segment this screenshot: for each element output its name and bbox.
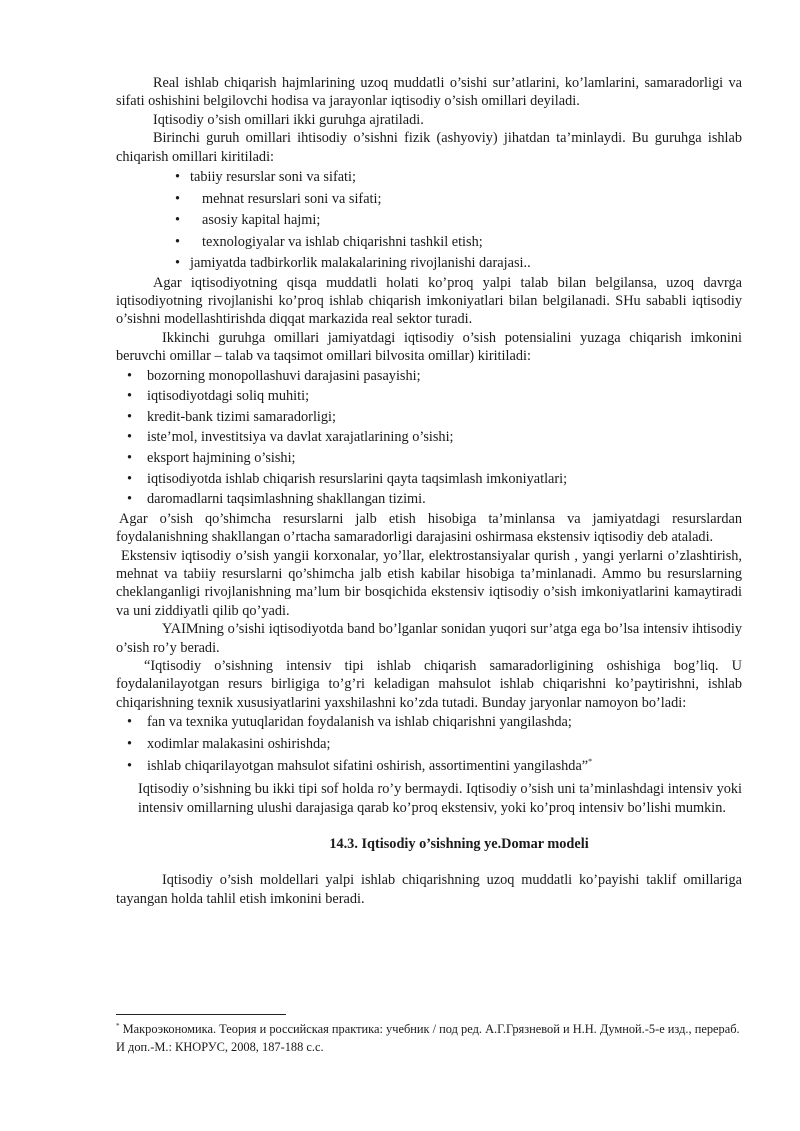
bullet-icon: • [127, 429, 133, 446]
bullet-icon: • [175, 169, 181, 186]
list-item: • fan va texnika yutuqlaridan foydalanish va ishlab chiqarishni yangilashda; [116, 712, 742, 734]
list-item: • ishlab chiqarilayotgan mahsulot sifatini oshirish, assortimentini yangilashda”* [116, 756, 742, 778]
list-item: • texnologiyalar va ishlab chiqarishni tashkil etish; [116, 232, 742, 253]
bullet-icon: • [127, 714, 133, 731]
list-item: • asosiy kapital hajmi; [116, 210, 742, 231]
bullet-icon: • [175, 190, 181, 207]
paragraph: Birinchi guruh omillari ihtisodiy o’sishni fizik (ashyoviy) jihatdan ta’minlaydi. Bu guruhga ishlab chiqarish omillari kiritiladi: [116, 130, 742, 165]
paragraph: Agar iqtisodiyotning qisqa muddatli holati ko’proq yalpi talab bilan belgilansa, uzoq davrga iqtisodiyotning rivojlanishi ko’proq ishlab chiqarish imkoniyatlari bilan belgilanadi. SHu sababli iqtisodiy o’sishni modellashtirishda diqqat markazida real sektor turadi. [116, 274, 742, 328]
paragraph: Ekstensiv iqtisodiy o’sish yangii korxonalar, yo’llar, elektrostansiyalar qurish , yangi yerlarni o’zlashtirish, mehnat va tabiiy resurslarni qo’shimcha jalb etish kabilar hisobiga ta’minlanadi. Ammo bu resurslarning cheklanganligi rivojlanishning ma’lum bir bosqichida ekstensiv iqtisodiy o’sish imkoniyatlarini kamaytiradi va uni ziddiyatli qilib qo’yadi. [116, 547, 742, 619]
list-item: • xodimlar malakasini oshirishda; [116, 734, 742, 756]
paragraph: Iqtisodiy o’sish moldellari yalpi ishlab chiqarishning uzoq muddatli ko’payishi taklif omillariga tayangan holda tahlil etish imkonini beradi. [116, 872, 742, 907]
list-item: • tabiiy resurslar soni va sifati; [116, 167, 742, 188]
footnote-text: Макроэкономика. Теория и российская практика: учебник / под ред. А.Г.Грязневой и Н.Н. Думной.-5-е изд., перераб. И доп.-М.: КНОРУС, 2008, 187-188 с.с. [116, 1022, 740, 1054]
footnote-divider [116, 1014, 286, 1015]
bullet-icon: • [127, 408, 133, 425]
bullet-icon: • [127, 735, 133, 752]
bullet-icon: • [175, 212, 181, 229]
paragraph: Iqtisodiy o’sishning bu ikki tipi sof holda ro’y bermaydi. Iqtisodiy o’sish uni ta’minlashdagi intensiv yoki intensiv omillarning ulushi darajasiga qarab ko’proq ekstensiv, yoki ko’proq intensiv bo’lishi mumkin. [138, 781, 743, 816]
paragraph: YAIMning o’sishi iqtisodiyotda band bo’lganlar sonidan yuqori sur’atga ega bo’lsa intensiv ihtisodiy o’sish ro’y beradi. [116, 621, 742, 656]
list-item: • bozorning monopollashuvi darajasini pasayishi; [116, 366, 742, 387]
bullet-icon: • [127, 470, 133, 487]
list-item: • eksport hajmining o’sishi; [116, 448, 742, 469]
bullet-icon: • [127, 449, 133, 466]
bullet-icon: • [127, 388, 133, 405]
bullet-icon: • [127, 757, 133, 774]
paragraph: Ikkinchi guruhga omillari jamiyatdagi iqtisodiy o’sish potensialini yuzaga chiqarish imkonini beruvchi omillar – talab va taqsimot omillari bilvosita omillar) kiritiladi: [116, 329, 742, 365]
list-item: • mehnat resurslari soni va sifati; [116, 189, 742, 210]
bullet-icon: • [127, 491, 133, 508]
list-item: • iqtisodiyotdagi soliq muhiti; [116, 386, 742, 407]
paragraph: Iqtisodiy o’sish omillari ikki guruhga ajratiladi. [153, 111, 424, 128]
footnote [116, 1020, 742, 1056]
factor-list-physical [116, 167, 742, 274]
list-item: • kredit-bank tizimi samaradorligi; [116, 407, 742, 428]
list-item: • iste’mol, investitsiya va davlat xarajatlarining o’sishi; [116, 427, 742, 448]
paragraph: Agar o’sish qo’shimcha resurslarni jalb etish hisobiga ta’minlansa va jamiyatdagi resurslardan foydalanishning shakllangan o’rtacha samaradorligi darajasini oshirmasa ekstensiv iqtisodiy deb ataladi. [116, 510, 742, 546]
section-heading: 14.3. Iqtisodiy o’sishning ye.Domar modeli [329, 836, 589, 853]
list-item: • daromadlarni taqsimlashning shakllangan tizimi. [116, 489, 742, 510]
paragraph: Real ishlab chiqarish hajmlarining uzoq muddatli o’sishi sur’atlarini, ko’lamlarini, samaradorligi va sifati oshishini belgilovchi hodisa va jarayonlar iqtisodiy o’sish omillari deyiladi. [116, 75, 742, 110]
list-item: • iqtisodiyotda ishlab chiqarish resurslarini qayta taqsimlash imkoniyatlari; [116, 469, 742, 490]
paragraph: “Iqtisodiy o’sishning intensiv tipi ishlab chiqarish samaradorligining oshishiga bog’liq. U foydalanilayotgan resurs birligiga to’g’ri keladigan mahsulot ishlab chiqarishni ko’paytirishni, ishlab chiqarishning texnik xususiyatlarini yaxshilashni ko’zda tutadi. Bunday jaryonlar namoyon bo’ladi: [116, 657, 742, 711]
bullet-icon: • [175, 233, 181, 250]
bullet-icon: • [127, 367, 133, 384]
footnote-marker: * [588, 756, 593, 766]
document-page [116, 74, 742, 908]
bullet-icon: • [175, 255, 181, 272]
intensive-process-list [116, 712, 742, 777]
footnote-marker: * [116, 1021, 120, 1030]
factor-list-demand [116, 366, 742, 510]
list-item: • jamiyatda tadbirkorlik malakalarining rivojlanishi darajasi.. [116, 253, 742, 274]
